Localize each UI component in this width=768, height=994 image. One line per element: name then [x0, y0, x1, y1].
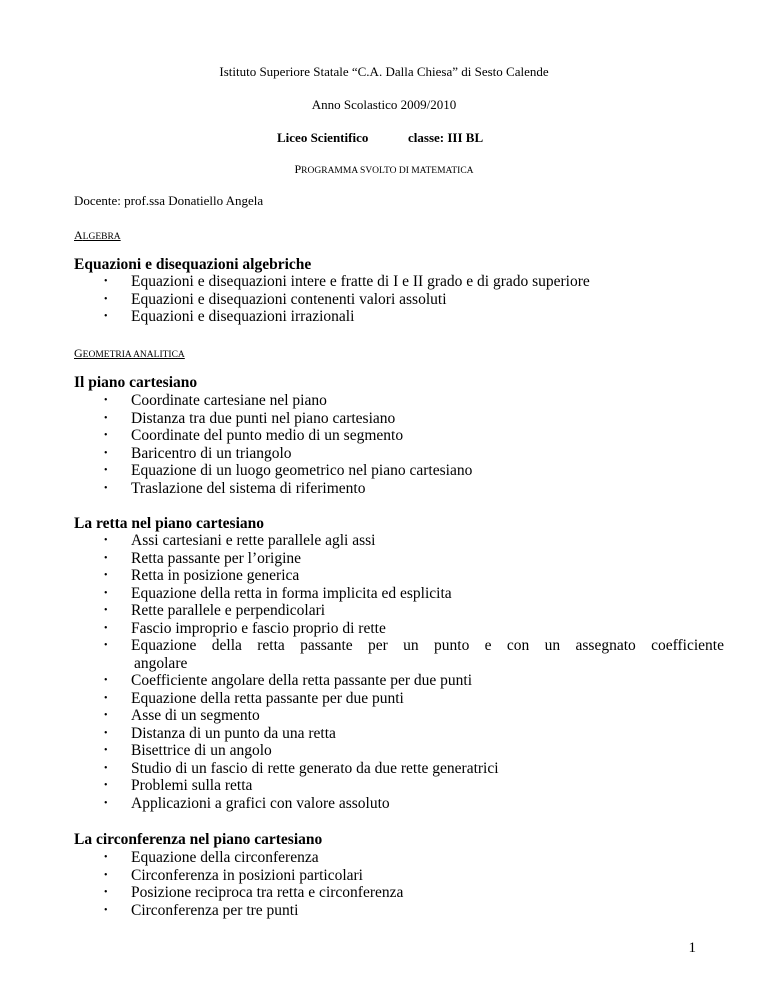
list-item-text: Posizione reciproca tra retta e circonferenza: [131, 884, 404, 901]
list-item: [74, 567, 724, 585]
area-heading-initial: G: [74, 346, 83, 360]
list-item-text: Applicazioni a grafici con valore assoluto: [131, 794, 390, 812]
bullet-icon: •: [104, 535, 108, 546]
list-item: [74, 672, 724, 690]
list-item-text: Equazione della retta in forma implicita ed esplicita: [131, 584, 452, 602]
bullet-icon: •: [104, 552, 108, 564]
bullet-icon: •: [104, 465, 108, 476]
list-item-text: angolare: [134, 654, 188, 672]
bullet-icon: •: [104, 745, 108, 756]
list-item-text: Retta passante per l’origine: [131, 549, 302, 567]
list-item-text: Baricentro di un triangolo: [131, 444, 292, 462]
list-item: [74, 760, 724, 778]
list-item-text: Equazioni e disequazioni intere e fratte di I e II grado e di grado superiore: [131, 273, 590, 290]
area-heading-geometria: [74, 344, 185, 362]
bullet-icon: •: [104, 887, 108, 898]
list-item: [74, 445, 724, 463]
list-item: [74, 462, 724, 480]
bullet-icon: •: [104, 293, 108, 305]
list-item: [74, 777, 724, 795]
list-item: [74, 550, 724, 568]
bullet-icon: •: [104, 622, 108, 634]
list-item: [74, 532, 724, 550]
bullet-icon: •: [104, 640, 108, 651]
bullet-icon: •: [104, 570, 108, 581]
list-item: [74, 585, 724, 603]
school-year: Anno Scolastico 2009/2010: [311, 97, 457, 112]
list-item: [74, 602, 724, 620]
list-item-text: Retta in posizione generica: [131, 567, 300, 584]
list-item-text: Circonferenza in posizioni particolari: [131, 866, 363, 884]
section-title-equazioni: Equazioni e disequazioni algebriche: [74, 256, 312, 273]
bullet-icon: •: [104, 727, 108, 739]
list-item: [74, 707, 724, 725]
list-item-text: Equazioni e disequazioni irrazionali: [131, 308, 355, 325]
bullet-icon: •: [104, 276, 108, 287]
list-item: [74, 427, 724, 445]
list-item-continuation: [74, 655, 724, 673]
list-retta: [74, 532, 724, 812]
list-item-text: Studio di un fascio di rette generato da due rette generatrici: [131, 759, 499, 777]
list-item-text: Bisettrice di un angolo: [131, 742, 272, 759]
bullet-icon: •: [104, 482, 108, 494]
list-item: [74, 795, 724, 813]
bullet-icon: •: [104, 780, 108, 791]
bullet-icon: •: [104, 797, 108, 809]
bullet-icon: •: [104, 311, 108, 322]
document-title-rest: ROGRAMMA SVOLTO DI MATEMATICA: [301, 166, 474, 176]
bullet-icon: •: [104, 904, 108, 916]
list-item: [74, 742, 724, 760]
list-item: [74, 410, 724, 428]
area-heading-rest: EOMETRIA ANALITICA: [82, 350, 185, 360]
area-heading-initial: A: [74, 228, 83, 242]
list-item-text: Asse di un segmento: [131, 707, 260, 724]
area-heading-rest: LGEBRA: [82, 232, 121, 242]
bullet-icon: •: [104, 869, 108, 881]
list-item: [74, 902, 724, 920]
list-item-text: Coordinate cartesiane nel piano: [131, 392, 327, 409]
list-piano: [74, 392, 724, 497]
list-circonferenza: [74, 849, 724, 919]
bullet-icon: •: [104, 587, 108, 599]
bullet-icon: •: [104, 852, 108, 863]
page-number: 1: [688, 940, 696, 956]
list-item-text: Fascio improprio e fascio proprio di rette: [131, 619, 386, 637]
list-equazioni: [74, 273, 724, 326]
bullet-icon: •: [104, 430, 108, 441]
bullet-icon: •: [104, 762, 108, 774]
list-item-text: Coordinate del punto medio di un segmento: [131, 427, 404, 444]
document-title-initial: P: [294, 162, 302, 176]
list-item-text: Problemi sulla retta: [131, 777, 253, 794]
list-item-text: Rette parallele e perpendicolari: [131, 602, 326, 619]
list-item: [74, 637, 724, 655]
list-item-text: Circonferenza per tre punti: [131, 901, 299, 919]
section-title-retta: La retta nel piano cartesiano: [74, 515, 265, 532]
list-item-text: Equazioni e disequazioni contenenti valori assoluti: [131, 290, 447, 308]
class-name: classe: III BL: [408, 130, 484, 145]
list-item-text: Distanza tra due punti nel piano cartesiano: [131, 409, 396, 427]
section-title-circonferenza: La circonferenza nel piano cartesiano: [74, 831, 323, 848]
bullet-icon: •: [104, 412, 108, 424]
bullet-icon: •: [104, 395, 108, 406]
bullet-icon: •: [104, 692, 108, 704]
list-item-text: Equazione della circonferenza: [131, 849, 319, 866]
bullet-icon: •: [104, 710, 108, 721]
list-item: [74, 392, 724, 410]
list-item: [74, 620, 724, 638]
list-item: [74, 725, 724, 743]
area-heading-algebra: [74, 226, 121, 244]
list-item-text: Traslazione del sistema di riferimento: [131, 479, 366, 497]
list-item: [74, 480, 724, 498]
list-item: [74, 884, 724, 902]
school-name: Istituto Superiore Statale “C.A. Dalla Chiesa” di Sesto Calende: [219, 64, 549, 79]
list-item-text: Equazione della retta passante per un punto e con un assegnato coefficiente: [131, 637, 724, 654]
list-item: [74, 849, 724, 867]
teacher-name: Docente: prof.ssa Donatiello Angela: [74, 193, 264, 208]
bullet-icon: •: [104, 605, 108, 616]
list-item: [74, 690, 724, 708]
list-item: [74, 273, 724, 291]
list-item-text: Coefficiente angolare della retta passante per due punti: [131, 672, 472, 689]
list-item: [74, 867, 724, 885]
list-item-text: Equazione della retta passante per due punti: [131, 689, 404, 707]
bullet-icon: •: [104, 447, 108, 459]
list-item: [74, 291, 724, 309]
list-item: [74, 308, 724, 326]
bullet-icon: •: [104, 675, 108, 686]
section-title-piano: Il piano cartesiano: [74, 374, 198, 391]
course-name: Liceo Scientifico: [277, 130, 369, 145]
list-item-text: Distanza di un punto da una retta: [131, 724, 336, 742]
document-title: [0, 160, 768, 178]
list-item-text: Assi cartesiani e rette parallele agli assi: [131, 532, 376, 549]
list-item-text: Equazione di un luogo geometrico nel piano cartesiano: [131, 462, 473, 479]
